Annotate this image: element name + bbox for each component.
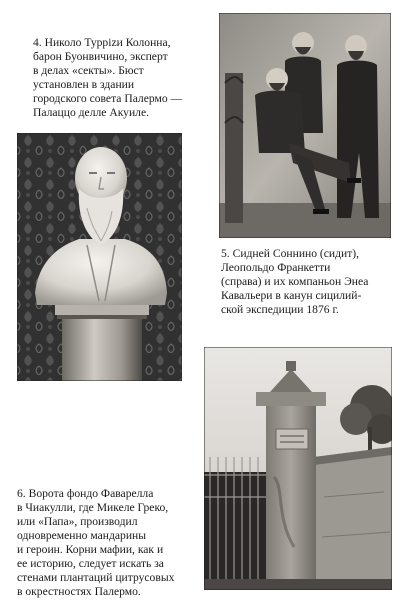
caption-5	[221, 247, 368, 317]
caption-6-line: и героин. Корни мафии, как и	[17, 543, 164, 556]
caption-5-line: ской экспедиции 1876 г.	[221, 303, 339, 316]
bust-photo	[17, 133, 182, 381]
caption-4-line: городского совета Палермо —	[33, 92, 183, 105]
group-portrait-image	[219, 13, 391, 238]
caption-6-line: в Чиакулли, где Микеле Греко,	[17, 501, 169, 514]
caption-6-line: в окрестностях Палермо.	[17, 585, 141, 598]
caption-4-line: установлен в здании	[33, 78, 135, 91]
caption-4	[33, 36, 182, 120]
caption-5-line: 5. Сидней Соннино (сидит),	[221, 247, 360, 260]
caption-6-line: ее историю, следует искать за	[17, 557, 164, 570]
caption-6	[17, 487, 174, 599]
caption-4-line: Палаццо делле Акуиле.	[33, 106, 149, 119]
caption-5-line: Кавальери в канун сицилий-	[221, 289, 362, 302]
gate-image	[204, 347, 392, 590]
caption-5-line: Леопольдо Франкетти	[221, 261, 331, 274]
caption-6-line: одновременно мандарины	[17, 529, 147, 542]
caption-4-line: в делах «секты». Бюст	[33, 64, 144, 77]
bust-image	[17, 133, 182, 381]
group-portrait-photo	[219, 13, 391, 238]
caption-4-line: 4. Николо Туррizи Колонна,	[33, 36, 171, 49]
caption-6-line: 6. Ворота фондо Фаварелла	[17, 487, 154, 500]
caption-4-line: барон Буонвичино, эксперт	[33, 50, 168, 63]
caption-6-line: или «Папа», производил	[17, 515, 138, 528]
caption-5-line: (справа) и их компаньон Энеа	[221, 275, 369, 288]
gate-photo	[204, 347, 392, 590]
caption-6-line: стенами плантаций цитрусовых	[17, 571, 175, 584]
